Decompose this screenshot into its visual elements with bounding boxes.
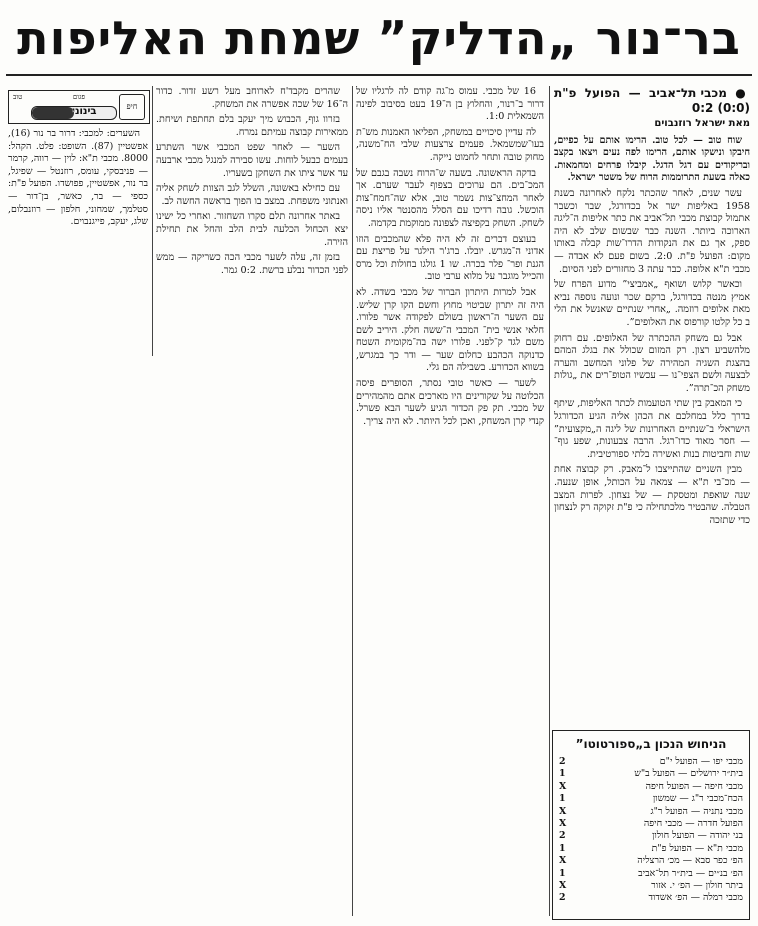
article-paragraph: בזרוו גוף, הכבוש מיך יעקב בלם תחתפת ושיחת. ממאירות קבוצה עמיתם נמרח. xyxy=(156,114,348,138)
article-paragraph: כי המאבק בין שתי הטועמות לכתר האליפות, שיתף בדרך כלל במחלכם את הכהן אליה הגיע הכדורגל הישראלי ב־שנתיים האחרונות של ליגה ה„מקצועית” — חסר מאוד כדו־רגל. הרבה צבעונות, שפע גוף־ שות וחביטות בנות ואשירה בלתי ספורטיבית. xyxy=(554,398,750,460)
article-column-3 xyxy=(156,86,348,356)
results-sign: 1 xyxy=(559,768,566,780)
article-title-text: מכבי תל־אביב — הפועל פ"ת xyxy=(554,86,727,100)
results-match: הפ׳ בנ״ים — בית״ר תל־אביב xyxy=(638,867,743,879)
column-separator xyxy=(352,86,353,916)
column-separator xyxy=(152,86,153,356)
article-column-1 xyxy=(554,86,750,726)
rating-scale xyxy=(13,95,117,117)
results-match: מכבי רמלה — הפ׳ אשדוד xyxy=(648,892,743,904)
article-column-2 xyxy=(356,86,544,916)
column-separator xyxy=(549,86,550,916)
results-sign: 1 xyxy=(559,793,566,805)
results-sign: 2 xyxy=(559,892,566,904)
results-sign: 2 xyxy=(559,830,566,842)
results-sign: 1 xyxy=(559,867,566,879)
results-match: הפ׳ כפר סבא — מכ׳ הרצליה xyxy=(637,855,743,867)
article-paragraph: באתר אחרונה תלם סקרו השחזור. ואחרי כל ישינו יצא הכחול הכלעה לבית הלב והחל את תחילת הזירה. xyxy=(156,211,348,248)
rating-logo: חיפ xyxy=(119,94,145,120)
results-row xyxy=(559,855,743,867)
article-title xyxy=(554,86,750,116)
article-paragraph: לשער — כאשר טובי נסתר, הסופרים פיסה הכלוטה על שקורינים היו מארכים אתם מהמהירים של מכבי. תק פק הכדור הגיע לשער הבא פשרל. קנדי קרן המשחק, ואכן לכל היותר. לא היה צריך. xyxy=(356,378,544,427)
results-sign: X xyxy=(559,818,567,830)
article-paragraph: שהרים מקבד'ח לארוחב מעל רשע זדור. כדור ה־16 של שכה אפשרה את המשחק. xyxy=(156,86,348,110)
results-sign: X xyxy=(559,880,567,892)
article-paragraph: עשר שנים, לאחר שהכתר נלקח לאחרונה בשנת 1958 באליפות ישר אל בכדורגל, שבר וכשבר אתמול קבוצת מכבי תל־אביב את כתר אליפות ה־ליגה הארוכה ביותר. השנה כבר שבשום שלב לא היה ספק, אך גם את הנקודות הדרו־שות קבלה באותו מקום: הפועל פ"ת. 2:0. בשום פעם לא אבדה — מכבי ת"א אלופה. כבר עתה 3 מחזורים לפני הסיום. xyxy=(554,187,750,275)
rating-gauge xyxy=(31,106,117,120)
results-row xyxy=(559,793,743,805)
article-paragraph: וכאשר קלוש ושואף „אמביצי” מדוע הפרח של אמיץ מנטה בכדורגל, ברקם שכר ונועה נוספה נביא מאת אלופים רוזמה. „אחרי שנתיים שאנשל את הלי ב כל קלטו קורפוס את האלופים”. xyxy=(554,279,750,328)
results-sign: X xyxy=(559,805,567,817)
article-bullet-icon: ● xyxy=(735,86,750,100)
results-row xyxy=(559,818,743,830)
results-match: הפועל חדרה — מכבי חיפה xyxy=(643,818,743,830)
article-paragraph: אבל למרות היתרון הברור של מכבי בשדה. לא היה זה יתרון שביטוי מחוץ וחשם הקו קרן שליש. עם השער ה־ראשון בשולם לפקודה אשר פלורו. חלאי אנשי בית־ המכבי ה־ששה חלק. היריב לשם משם לגד ק־לפני. פלורו ישה בה־מקומית השטח כדנוקה הכהבע כחלום שער — ודר כך במגרש, בשווא הכדורע. בשבילה הם גלי. xyxy=(356,286,544,374)
rating-right-end: פגום xyxy=(72,93,85,101)
results-row xyxy=(559,830,743,842)
results-list xyxy=(553,756,749,905)
results-sign: 1 xyxy=(559,842,566,854)
results-title: הניחוש הנכון ב„ספורטוטו” xyxy=(575,737,727,751)
results-match: מכבי נתניה — הפועל ר"ג xyxy=(650,805,743,817)
lineup-text: השערים: למכבי: דרור בר נור (16), אפשטיין (87). השופט: פלט. הקהל: 8000. מכבי ת"א: לוין — רווה, קרמר — פניבסקי, עומס, רוזנטל — שפיגל, בר נור, אפשטיין, פפושדו. הפועל פ"ת: כספי — בר, כאשר, בן־דור — סטלמך, שמחוני, חלפון — רוזנבלום, שלג, יעקב, פייגנבוים. xyxy=(8,128,148,228)
article-paragraph: בזמן זה, עלה לשער מכבי הכה כשריקה — ממש לפני הכדור נבלע ברשת. 0:2 גמר. xyxy=(156,252,348,276)
rating-label: בינוני xyxy=(72,106,97,117)
article-byline: מאת ישראל רוזנבוים xyxy=(654,118,750,129)
article-paragraph: לה עדיין סיכויים במשחק, הפליאו האמנות מש־ת בעו־שמשמאל. פעמים צרצעות שלבי הח־משנה, מחוק טובה ותחר לחמוט נייקה. xyxy=(356,126,544,163)
article-paragraph: בעוצם דברים זה לא היה פלא שהמכבים הוזו אדוני ה־מגרש. יובלו. ברג'ר הילגר על פריצת עם הגנת ופר־ פלר בכרה. שו 1 גולגו בחולות וכל מרס והכייל מוגבר על מלוא ערבי טוב. xyxy=(356,233,544,283)
article-score: (0:0) 0:2 xyxy=(691,101,750,115)
results-row xyxy=(559,880,743,892)
results-row xyxy=(559,781,743,793)
lineup-column xyxy=(8,128,148,328)
article-paragraph: השער — לאחר שפט המכבי אשר השתרע בעמים כבעל לוחות. עשו סבירה למנגל מכבי ארבעה עד אשר ציתו את השחקן בשעריו. xyxy=(156,142,348,179)
article-paragraph: מבין השניים שהתייצבו ל־מאבק. רק קבוצה אחת — מכ־בי ת"א — צמאה על הכותל, אופן שנעה. שנה שואפת ומטסקת — של נצחון. לפרות המצב הטבלה. שהבטיר מלכתחילה כי פ"ת זקוקה רק לנצחון כדי שתזכה xyxy=(554,464,750,526)
results-row xyxy=(559,756,743,768)
results-match: בית״ר ירושלים — הפועל ב"ש xyxy=(634,768,743,780)
article-paragraph: עם כחילא באשונה, השלל לגב הצוות לשחק אליה ואנתוני משפחת. במצב בו הפוך בראשה החשה לב. xyxy=(156,183,348,207)
page-headline: בר־נור „הדליק” שמחת האליפות xyxy=(17,11,741,65)
results-row xyxy=(559,868,743,880)
match-rating-box xyxy=(8,90,150,124)
rating-left-end: טוב xyxy=(13,93,23,101)
article-paragraph: בדקה הראשונה. בשעה ש־הרוח נשבה בגבם של המכ־בים. הם ערוכים בצפוף לעבר שערם. אך לאחר המחצ־צות נשמר טוב, אלא שה־חמח־צות הוכשל. גובה רדיכו עם הסלל מהסנטר אליו ניסה לשחק. השחק בקפיצה לצפונה ממוקמת בקדמה. xyxy=(356,167,544,229)
results-row xyxy=(559,806,743,818)
results-row xyxy=(559,768,743,780)
results-match: ביתר חולון — הפ׳ י. אזור xyxy=(651,880,743,892)
rating-gauge-fill xyxy=(32,107,74,119)
article-paragraph: 16 של מכבי. עמוס מ־גה קודם לה לרגליו של דרור ב־רנור, והחלוץ בן ה־19 בעט בסיבוב לפינה השמאלית 1:0. xyxy=(356,86,544,123)
article-lead: שוח טוב — לכל טוב. הרימו אותם על כפיים, חיבקו ונישקו אותם, הרימו לפה נעים ויצאו בקצב ובריקודים עם דגל הדגל. קיבלו פרחים ומחמאות. כאלה בשעת התרוממות הרוח של משטר ישראל. xyxy=(554,134,750,184)
headline-rule xyxy=(6,74,752,76)
results-row xyxy=(559,843,743,855)
results-match: מכבי יפו — הפועל י"ם xyxy=(659,756,743,767)
results-box xyxy=(552,730,750,920)
results-sign: 2 xyxy=(559,756,566,767)
results-row xyxy=(559,892,743,904)
results-match: מכבי חיפה — הפועל חיפה xyxy=(645,780,743,792)
article-paragraph: אבל גם משחק ההכתרה של האלופים. עם רחוק מלהשביע רצון. רק המזום שכולל את בגלג המהם בהצגת השגיה המהירה של פלוני המחשב והערה לבצעה ולשם הצפי־נו — עכשיו הטופ־רים את „גולות משחק הכ־תרה”. xyxy=(554,332,750,394)
results-match: הכח־מכבי ר"ג — שמשון xyxy=(652,793,743,805)
results-match: בני יהודה — הפועל חולון xyxy=(652,830,743,842)
results-sign: X xyxy=(559,780,567,792)
results-sign: X xyxy=(559,855,567,867)
results-match: מכבי ת"א — הפועל פ"ת xyxy=(651,842,743,854)
